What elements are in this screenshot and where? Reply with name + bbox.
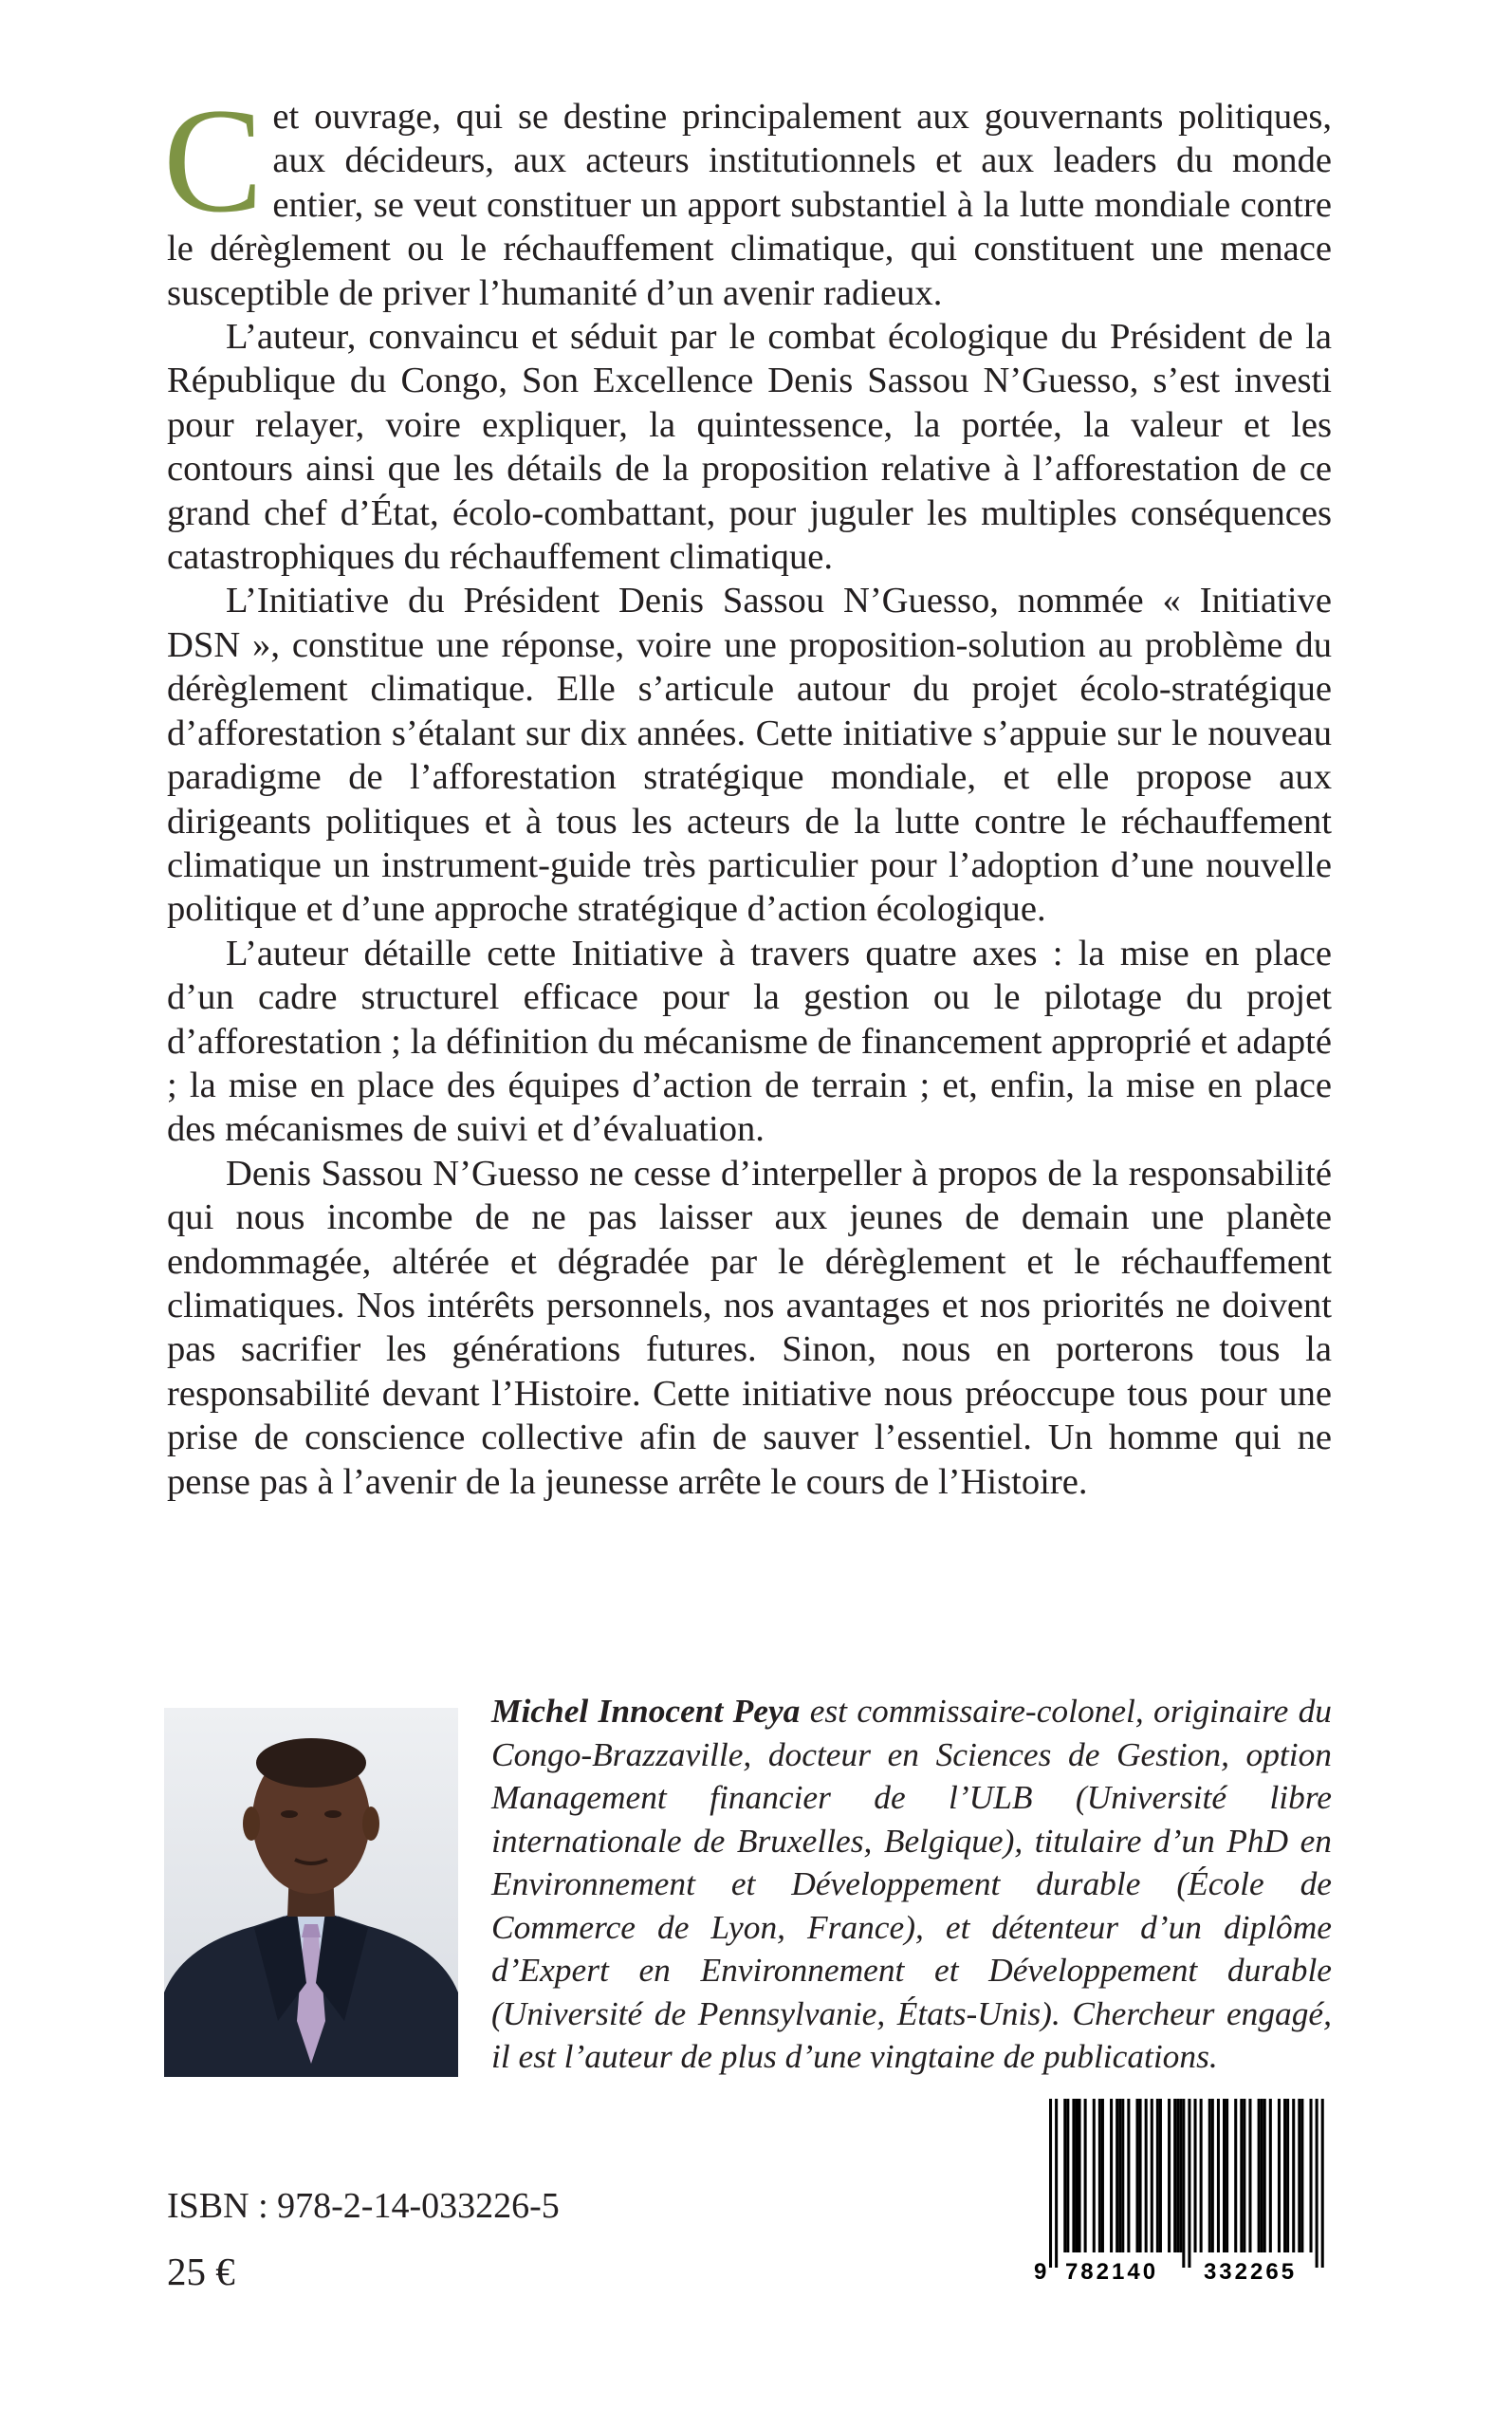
barcode-bar bbox=[1217, 2099, 1220, 2252]
barcode-bar bbox=[1173, 2099, 1176, 2252]
barcode-bar bbox=[1110, 2099, 1113, 2252]
barcode-bar bbox=[1283, 2099, 1286, 2252]
summary-paragraph-5: Denis Sassou N’Guesso ne cesse d’interpeller à propos de la responsabilité qui nous incombe de ne pas laisser aux jeunes de demain une planète endommagée, altérée et dégradée par le dérèglement et le réchauffement climatiques. Nos intérêts personnels, nos avantages et nos priorités ne doivent pas sacrifier les générations futures. Sinon, nous en porterons tous la responsabilité devant l’Histoire. Cette initiative nous préoccupe tous pour une prise de conscience collective afin de sauver l’essentiel. Un homme qui ne pense pas à l’avenir de la jeunesse arrête le cours de l’Histoire. bbox=[167, 1153, 1332, 1502]
barcode-bar bbox=[1200, 2099, 1203, 2252]
barcode-bar bbox=[1286, 2099, 1289, 2252]
barcode-bar bbox=[1136, 2099, 1139, 2252]
barcode-digits-left: 782140 bbox=[1064, 2259, 1159, 2285]
drop-cap: C bbox=[163, 78, 264, 244]
barcode-bar bbox=[1127, 2099, 1130, 2252]
barcode-bar bbox=[1121, 2099, 1124, 2252]
barcode-bar bbox=[1208, 2099, 1211, 2252]
barcode-bar bbox=[1093, 2099, 1096, 2252]
summary-paragraph-4: L’auteur détaille cette Initiative à travers quatre axes : la mise en place d’un cadre structurel efficace pour la gestion ou le pilotage du projet d’afforestation ; la définition du mécanisme de financement approprié et adapté ; la mise en place des équipes d’action de terrain ; et, enfin, la mise en place des mécanismes de suivi et d’évaluation. bbox=[167, 933, 1332, 1150]
barcode-bar bbox=[1168, 2099, 1171, 2252]
barcode-bar bbox=[1079, 2099, 1081, 2252]
barcode-bar bbox=[1182, 2099, 1185, 2268]
author-bio-text: est commissaire-colonel, originaire du Congo-Brazzaville, docteur en Sciences de Gestion, option Management financier de l’ULB (Université libre internationale de Bruxelles, Belgique), titulaire d’un PhD en Environnement et Développement durable (École de Commerce de Lyon, France), et détenteur d’un diplôme d’Expert en Environnement et Développement durable (Université de Pennsylvanie, États-Unis). Chercheur engagé, il est l’auteur de plus d’une vingtaine de publications. bbox=[491, 1692, 1332, 2075]
barcode-bar bbox=[1261, 2099, 1263, 2252]
barcode-bar bbox=[1248, 2099, 1251, 2252]
summary-paragraph-1-text: et ouvrage, qui se destine principalement aux gouvernants politiques, aux décideurs, aux acteurs institutionnels et aux leaders du monde entier, se veut constituer un apport substantiel à la lutte mondiale contre le dérèglement ou le réchauffement climatique, qui constituent une menace susceptible de priver l’humanité d’un avenir radieux. bbox=[167, 97, 1332, 313]
barcode-bar bbox=[1101, 2099, 1104, 2252]
barcode-bar bbox=[1084, 2099, 1087, 2252]
barcode-bar bbox=[1176, 2099, 1179, 2252]
author-portrait-image bbox=[164, 1708, 458, 2077]
barcode-bar bbox=[1269, 2099, 1272, 2252]
barcode-bar bbox=[1139, 2099, 1142, 2252]
summary-paragraph-2: L’auteur, convaincu et séduit par le combat écologique du Président de la République du Congo, Son Excellence Denis Sassou N’Guesso, s’est investi pour relayer, voire expliquer, la quintessence, la portée, la valeur et les contours ainsi que les détails de la proposition relative à l’afforestation de ce grand chef d’État, écolo-combattant, pour juguler les multiples conséquences catastrophiques du réchauffement climatique. bbox=[167, 317, 1332, 578]
author-name: Michel Innocent Peya bbox=[491, 1692, 801, 1730]
barcode-bar bbox=[1116, 2099, 1118, 2252]
barcode-bar bbox=[1145, 2099, 1148, 2252]
barcode-digit-first: 9 bbox=[1034, 2259, 1047, 2285]
barcode-bar bbox=[1243, 2099, 1245, 2252]
summary-text bbox=[163, 78, 1332, 1504]
barcode-bar bbox=[1263, 2099, 1266, 2252]
barcode-bar bbox=[1188, 2099, 1190, 2268]
barcode-bar bbox=[1066, 2099, 1069, 2252]
barcode-bar bbox=[1075, 2099, 1078, 2252]
barcode-bar bbox=[1072, 2099, 1075, 2252]
isbn: ISBN : 978-2-14-033226-5 bbox=[167, 2186, 560, 2226]
barcode-bar bbox=[1151, 2099, 1153, 2252]
barcode-bar bbox=[1179, 2099, 1182, 2252]
barcode-bar bbox=[1098, 2099, 1101, 2252]
author-bio bbox=[491, 1690, 1332, 2079]
barcode-bar bbox=[1234, 2099, 1237, 2252]
barcode-bar bbox=[1223, 2099, 1226, 2252]
barcode-bar bbox=[1118, 2099, 1121, 2252]
price: 25 € bbox=[167, 2250, 235, 2293]
barcode-bar bbox=[1226, 2099, 1228, 2252]
barcode-bar bbox=[1055, 2099, 1058, 2268]
barcode-graphic bbox=[1028, 2099, 1330, 2289]
barcode-bar bbox=[1049, 2099, 1052, 2268]
barcode-bar bbox=[1300, 2099, 1303, 2252]
barcode-bar bbox=[1298, 2099, 1300, 2252]
barcode-bar bbox=[1240, 2099, 1243, 2252]
barcode-bar bbox=[1321, 2099, 1324, 2268]
barcode-bar bbox=[1063, 2099, 1066, 2252]
barcode-bar bbox=[1316, 2099, 1318, 2268]
barcode bbox=[1028, 2099, 1330, 2289]
summary-paragraph-1 bbox=[163, 78, 1332, 315]
barcode-bar bbox=[1292, 2099, 1295, 2252]
summary-paragraph-3: L’Initiative du Président Denis Sassou N’Guesso, nommée « Initiative DSN », constitue une réponse, voire une proposition-solution au problème du dérèglement climatique. Elle s’articule autour du projet écolo-stratégique d’afforestation s’étalant sur dix années. Cette initiative s’appuie sur le nouveau paradigme de l’afforestation stratégique mondiale, et elle propose aux dirigeants politiques et à tous les acteurs de la lutte contre le réchauffement climatique un instrument-guide très particulier pour l’adoption d’une nouvelle politique et d’une approche stratégique d’action écologique. bbox=[167, 581, 1332, 930]
barcode-bar bbox=[1278, 2099, 1281, 2252]
barcode-digits-right: 332265 bbox=[1203, 2259, 1298, 2285]
barcode-bar bbox=[1194, 2099, 1197, 2252]
barcode-bar bbox=[1310, 2099, 1313, 2252]
barcode-bar bbox=[1156, 2099, 1159, 2252]
barcode-bar bbox=[1258, 2099, 1261, 2252]
barcode-bar bbox=[1211, 2099, 1214, 2252]
barcode-bar bbox=[1159, 2099, 1162, 2252]
author-photo bbox=[164, 1708, 458, 2077]
